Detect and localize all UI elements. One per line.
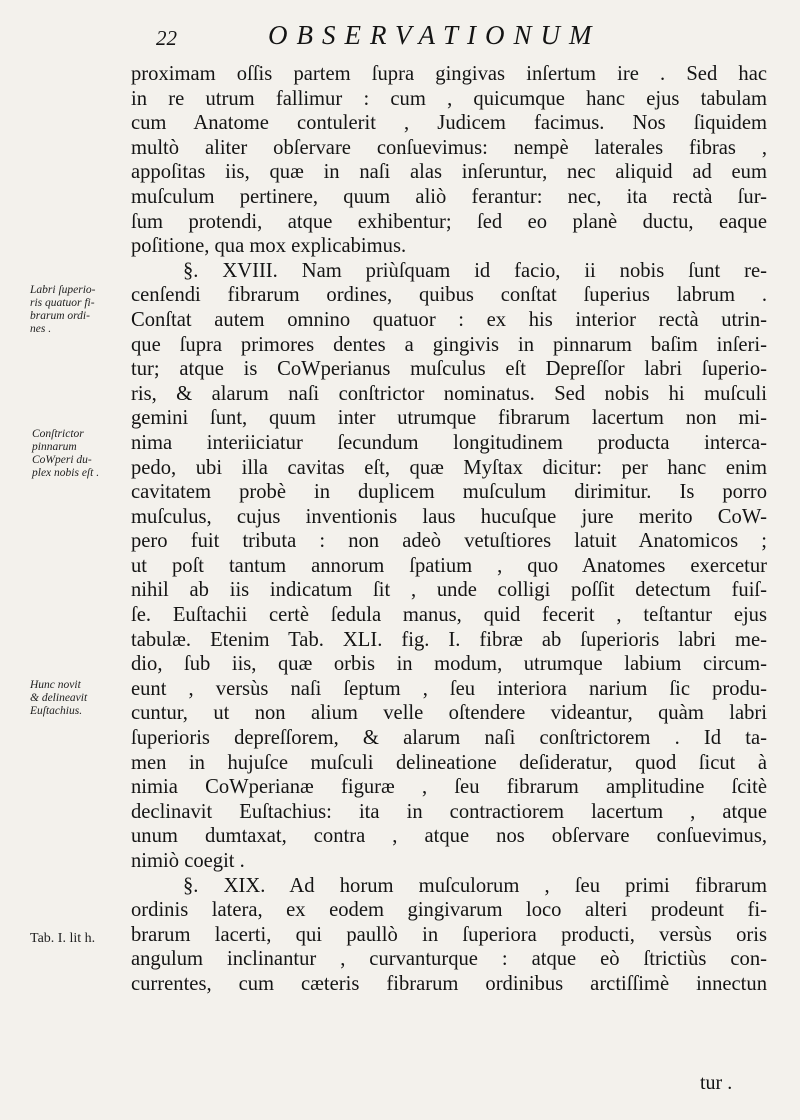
body-line: que ſupra primores dentes a gingivis in pinnarum baſim inſeri-: [131, 333, 767, 356]
body-line: ſum protendi, atque exhibentur; ſed eo planè ductu, eaque: [131, 210, 767, 233]
body-line: tur; atque is CoWperianus muſculus eſt Depreſſor labri ſuperio-: [131, 358, 767, 381]
margin-note-line: Conſtrictor: [32, 428, 84, 440]
margin-note-line: brarum ordi-: [30, 310, 90, 322]
body-line: cavitatem probè in duplicem muſculum dirimitur. Is porro: [131, 481, 767, 504]
margin-note-tab-reference: [30, 932, 95, 945]
body-line: appoſitas iis, quæ in naſi alas inſeruntur, nec aliquid ad eum: [131, 161, 767, 184]
body-line: nimia CoWperianæ figuræ , ſeu fibrarum amplitudine ſcitè: [131, 776, 767, 799]
margin-note-line: CoWperi du-: [32, 454, 92, 466]
margin-note-line: nes .: [30, 323, 52, 335]
body-line: multò aliter obſervare conſuevimus: nempè laterales fibras ,: [131, 136, 767, 159]
body-line: men in hujuſce muſculi delineatione deſideratur, quod ſicut à: [131, 751, 767, 774]
body-line: nima interiiciatur ſecundum longitudinem producta interca-: [131, 431, 767, 454]
body-text: [131, 62, 767, 997]
body-line: cuntur, ut non alium velle oſtendere videantur, quàm labri: [131, 702, 767, 725]
body-line: ut poſt tantum annorum ſpatium , quo Anatomes exercetur: [131, 554, 767, 577]
body-line: eunt , versùs naſi ſeptum , ſeu interiora narium ſic produ-: [131, 677, 767, 700]
body-line: cum Anatome contulerit , Judicem facimus. Nos ſiquidem: [131, 112, 767, 135]
margin-note-line: plex nobis eſt .: [32, 467, 100, 479]
body-line: poſitione, qua mox explicabimus.: [131, 235, 407, 258]
page-number: 22: [156, 26, 177, 50]
margin-note-line: ris quatuor fi-: [30, 297, 95, 309]
section-heading-xix: §. XIX. Ad horum muſculorum , ſeu primi fibrarum: [183, 874, 767, 897]
body-line: muſculus, cujus inventionis laus hucuſque jure merito CoW-: [131, 505, 767, 528]
body-line: dio, ſub iis, quæ orbis in modum, utrumque labium circum-: [131, 653, 767, 676]
body-line: angulum inclinantur , curvanturque : atque eò ſtrictiùs con-: [131, 948, 767, 971]
running-title: OBSERVATIONUM: [268, 20, 601, 50]
body-line: pero fuit tributa : non adeò vetuſtiores latuit Anatomicos ;: [131, 530, 767, 553]
body-line: ſe. Euſtachii certè ſedula manus, quid fecerit , teſtantur ejus: [131, 604, 767, 627]
body-line: ris, & alarum naſi conſtrictor nominatus. Sed nobis hi muſculi: [131, 382, 767, 405]
section-heading-xviii: §. XVIII. Nam priùſquam id facio, ii nobis ſunt re-: [183, 259, 767, 282]
margin-note-constrictor: [32, 428, 99, 480]
body-line: unum dumtaxat, contra , atque nos obſervare conſuevimus,: [131, 825, 767, 848]
margin-note-line: pinnarum: [32, 441, 77, 453]
body-line: Conſtat autem omnino quatuor : ex his interior rectà utrin-: [131, 308, 767, 331]
body-line: brarum lacerti, qui paullò in ſuperiora producti, versùs oris: [131, 923, 767, 946]
body-line: in re utrum fallimur : cum , quicumque hanc ejus tabulam: [131, 87, 767, 110]
body-line: muſculum pertinere, quum aliò ferantur: nec, ita rectà ſur-: [131, 185, 767, 208]
body-line: proximam oſſis partem ſupra gingivas inſertum ire . Sed hac: [131, 63, 767, 85]
margin-note-line: Labri ſuperio-: [30, 284, 96, 296]
margin-note-line: Euſtachius.: [30, 705, 83, 717]
body-line: nihil ab iis indicatum ſit , unde colligi poſſit detectum fuiſ-: [131, 579, 767, 602]
body-line: nimiò coegit .: [131, 850, 245, 872]
margin-note-labri: [30, 284, 96, 336]
margin-note-eustachius: [30, 679, 87, 718]
catchword: tur .: [700, 1072, 733, 1094]
body-line: ſuperioris depreſſorem, & alarum naſi conſtrictorem . Id ta-: [131, 727, 767, 750]
body-line: pedo, ubi illa cavitas eſt, quæ Myſtax dicitur: per hanc enim: [131, 456, 767, 479]
body-line: currentes, cum cæteris fibrarum ordinibus arctiſſimè innectun: [131, 972, 767, 995]
body-line: tabulæ. Etenim Tab. XLI. fig. I. fibræ ab ſuperioris labri me-: [131, 628, 767, 651]
margin-note-line: & delineavit: [30, 692, 88, 704]
margin-note-line: Tab. I. lit h.: [30, 931, 96, 946]
body-line: cenſendi fibrarum ordines, quibus conſtat ſuperius labrum .: [131, 284, 767, 307]
margin-note-line: Hunc novit: [30, 679, 81, 691]
body-line: gemini ſunt, quum inter utrumque fibrarum lacertum non mi-: [131, 407, 767, 430]
body-line: ordinis latera, ex eodem gingivarum loco alteri prodeunt fi-: [131, 899, 767, 922]
body-line: declinavit Euſtachius: ita in contractiorem lacertum , atque: [131, 800, 767, 823]
